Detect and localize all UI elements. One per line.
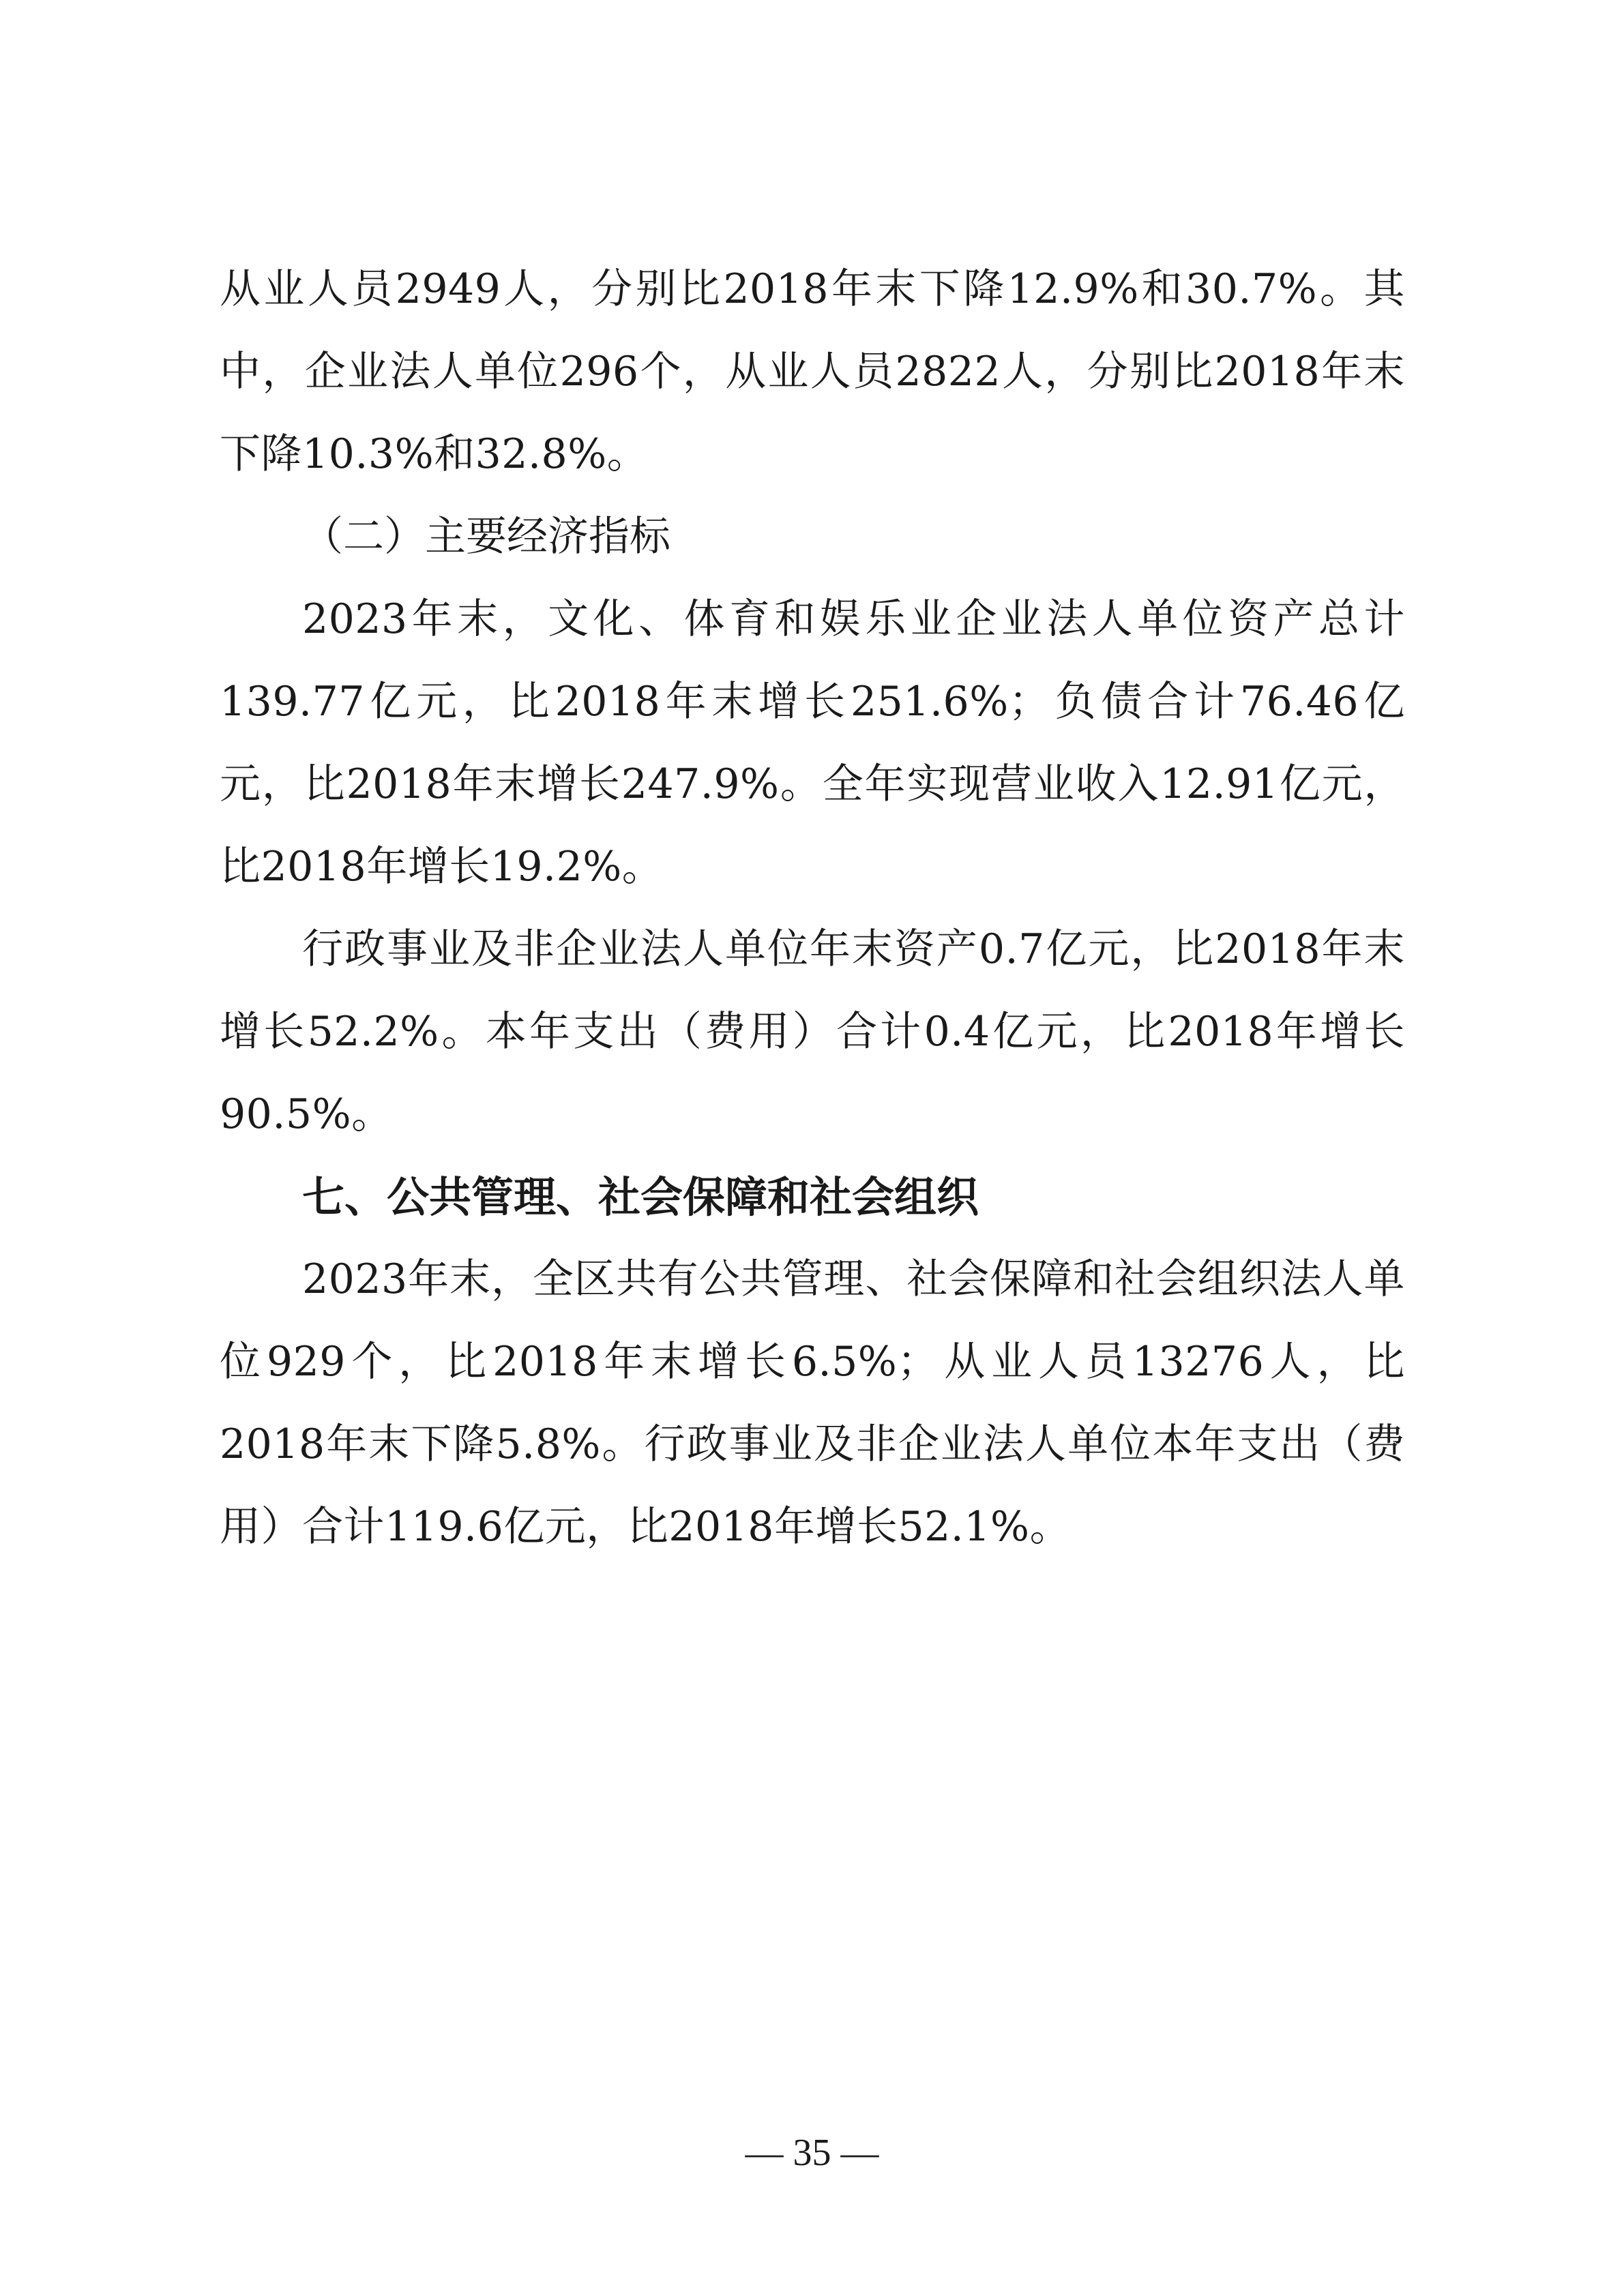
page-body <box>220 248 1405 1568</box>
paragraph-continuation: 从业人员2949人，分别比2018年末下降12.9%和30.7%。其中，企业法人单位296个，从业人员2822人，分别比2018年末下降10.3%和32.8%。 <box>220 265 1405 478</box>
section-heading-public-management: 七、公共管理、社会保障和社会组织 <box>302 1172 979 1222</box>
paragraph-enterprise-assets: 2023年末，文化、体育和娱乐业企业法人单位资产总计139.77亿元，比2018年末增长251.6%；负债合计76.46亿元，比2018年末增长247.9%。全年实现营业收入12.91亿元，比2018年增长19.2%。 <box>220 595 1405 891</box>
subheading-economic-indicators: （二）主要经济指标 <box>302 513 670 561</box>
page-number: — 35 — <box>745 2132 879 2174</box>
paragraph-public-management: 2023年末，全区共有公共管理、社会保障和社会组织法人单位929个，比2018年末增长6.5%；从业人员13276人，比2018年末下降5.8%。行政事业及非企业法人单位本年支出（费用）合计119.6亿元，比2018年增长52.1%。 <box>220 1255 1405 1551</box>
paragraph-non-enterprise-assets: 行政事业及非企业法人单位年末资产0.7亿元，比2018年末增长52.2%。本年支出（费用）合计0.4亿元，比2018年增长90.5%。 <box>220 925 1405 1138</box>
